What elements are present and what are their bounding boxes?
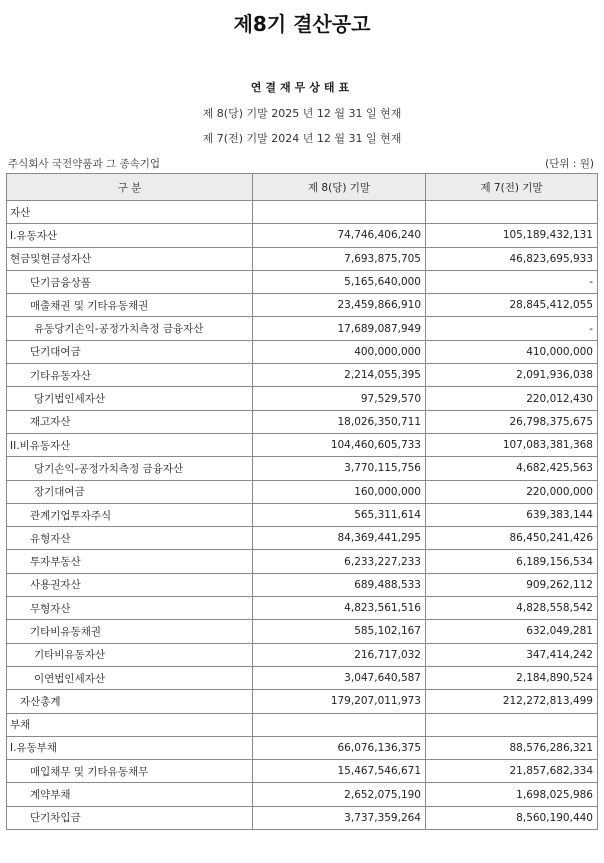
statement-title: 연결재무상태표 [250, 81, 354, 94]
row-prior: 2,091,936,038 [426, 364, 598, 387]
row-current: 66,076,136,375 [253, 736, 426, 759]
table-row [7, 387, 598, 410]
row-current: 585,102,167 [253, 620, 426, 643]
row-current: 3,047,640,587 [253, 666, 426, 689]
table-row [7, 457, 598, 480]
row-current: 3,770,115,756 [253, 457, 426, 480]
table-row [7, 364, 598, 387]
row-label: 관계기업투자주식 [7, 503, 253, 526]
row-current: 565,311,614 [253, 503, 426, 526]
row-label: I.유동부채 [7, 736, 253, 759]
row-prior: 86,450,241,426 [426, 527, 598, 550]
row-label: 자산 [7, 201, 253, 224]
row-label: 재고자산 [7, 410, 253, 433]
page-title: 제8기 결산공고 [233, 12, 371, 36]
header-row [7, 174, 598, 201]
row-prior: 220,000,000 [426, 480, 598, 503]
row-current: 6,233,227,233 [253, 550, 426, 573]
row-prior: 28,845,412,055 [426, 294, 598, 317]
row-label: 매출채권 및 기타유동채권 [7, 294, 253, 317]
table-row [7, 224, 598, 247]
row-prior: 410,000,000 [426, 340, 598, 363]
row-prior: 21,857,682,334 [426, 760, 598, 783]
row-current: 23,459,866,910 [253, 294, 426, 317]
row-prior: 4,682,425,563 [426, 457, 598, 480]
balance-sheet-table [6, 173, 598, 830]
table-row [7, 597, 598, 620]
row-label: 사용권자산 [7, 573, 253, 596]
table-row [7, 201, 598, 224]
header-current: 제 8(당) 기말 [253, 174, 426, 201]
row-label: 단기대여금 [7, 340, 253, 363]
row-prior: 105,189,432,131 [426, 224, 598, 247]
table-row [7, 480, 598, 503]
row-prior: 212,272,813,499 [426, 690, 598, 713]
row-label: 장기대여금 [7, 480, 253, 503]
row-prior: 220,012,430 [426, 387, 598, 410]
row-label: 당기손익-공정가치측정 금융자산 [7, 457, 253, 480]
row-label: 계약부채 [7, 783, 253, 806]
row-label: 현금및현금성자산 [7, 247, 253, 270]
row-current: 74,746,406,240 [253, 224, 426, 247]
row-current: 4,823,561,516 [253, 597, 426, 620]
row-prior: 1,698,025,986 [426, 783, 598, 806]
table-row [7, 550, 598, 573]
row-prior [426, 201, 598, 224]
table-row [7, 760, 598, 783]
row-label: 기타유동자산 [7, 364, 253, 387]
row-label: I.유동자산 [7, 224, 253, 247]
row-prior: - [426, 270, 598, 293]
table-row [7, 713, 598, 736]
table-row [7, 806, 598, 829]
row-label: 유형자산 [7, 527, 253, 550]
row-current: 216,717,032 [253, 643, 426, 666]
row-prior: 4,828,558,542 [426, 597, 598, 620]
row-prior: 347,414,242 [426, 643, 598, 666]
table-row [7, 433, 598, 456]
company-name: 주식회사 국전약품과 그 종속기업 [8, 158, 161, 170]
row-current: 400,000,000 [253, 340, 426, 363]
table-row [7, 527, 598, 550]
table-row [7, 643, 598, 666]
row-current [253, 201, 426, 224]
table-row [7, 317, 598, 340]
row-label: 기타비유동자산 [7, 643, 253, 666]
table-row [7, 340, 598, 363]
row-prior: 107,083,381,368 [426, 433, 598, 456]
row-current: 2,652,075,190 [253, 783, 426, 806]
period-current: 제 8(당) 기말 2025 년 12 월 31 일 현재 [202, 107, 402, 120]
unit-label: (단위 : 원) [545, 158, 594, 170]
period-prior: 제 7(전) 기말 2024 년 12 월 31 일 현재 [202, 132, 402, 145]
row-prior: 639,383,144 [426, 503, 598, 526]
table-header [7, 174, 598, 201]
row-label: 자산총계 [7, 690, 253, 713]
row-current: 179,207,011,973 [253, 690, 426, 713]
row-label: 당기법인세자산 [7, 387, 253, 410]
table-row [7, 690, 598, 713]
row-label: 유동당기손익-공정가치측정 금융자산 [7, 317, 253, 340]
table-row [7, 783, 598, 806]
row-prior: 26,798,375,675 [426, 410, 598, 433]
row-prior: 88,576,286,321 [426, 736, 598, 759]
table-row [7, 736, 598, 759]
row-current: 160,000,000 [253, 480, 426, 503]
row-label: 이연법인세자산 [7, 666, 253, 689]
row-current: 7,693,875,705 [253, 247, 426, 270]
row-current: 17,689,087,949 [253, 317, 426, 340]
row-prior: 632,049,281 [426, 620, 598, 643]
row-label: 투자부동산 [7, 550, 253, 573]
table-row [7, 410, 598, 433]
row-current [253, 713, 426, 736]
header-prior: 제 7(전) 기말 [426, 174, 598, 201]
row-label: 단기금융상품 [7, 270, 253, 293]
row-prior: 6,189,156,534 [426, 550, 598, 573]
row-prior: - [426, 317, 598, 340]
row-prior: 2,184,890,524 [426, 666, 598, 689]
table-row [7, 666, 598, 689]
header-item: 구 분 [7, 174, 253, 201]
row-label: 부채 [7, 713, 253, 736]
table-row [7, 620, 598, 643]
table-row [7, 270, 598, 293]
table-row [7, 294, 598, 317]
row-current: 3,737,359,264 [253, 806, 426, 829]
row-current: 97,529,570 [253, 387, 426, 410]
table-row [7, 247, 598, 270]
row-label: 매입채무 및 기타유동채무 [7, 760, 253, 783]
row-label: 기타비유동채권 [7, 620, 253, 643]
row-current: 15,467,546,671 [253, 760, 426, 783]
row-prior [426, 713, 598, 736]
row-current: 689,488,533 [253, 573, 426, 596]
table-row [7, 503, 598, 526]
row-current: 18,026,350,711 [253, 410, 426, 433]
table-body [7, 201, 598, 830]
row-current: 84,369,441,295 [253, 527, 426, 550]
row-prior: 8,560,190,440 [426, 806, 598, 829]
row-label: 단기차입금 [7, 806, 253, 829]
row-current: 5,165,640,000 [253, 270, 426, 293]
row-label: II.비유동자산 [7, 433, 253, 456]
row-label: 무형자산 [7, 597, 253, 620]
row-prior: 46,823,695,933 [426, 247, 598, 270]
row-current: 2,214,055,395 [253, 364, 426, 387]
row-current: 104,460,605,733 [253, 433, 426, 456]
table-row [7, 573, 598, 596]
row-prior: 909,262,112 [426, 573, 598, 596]
